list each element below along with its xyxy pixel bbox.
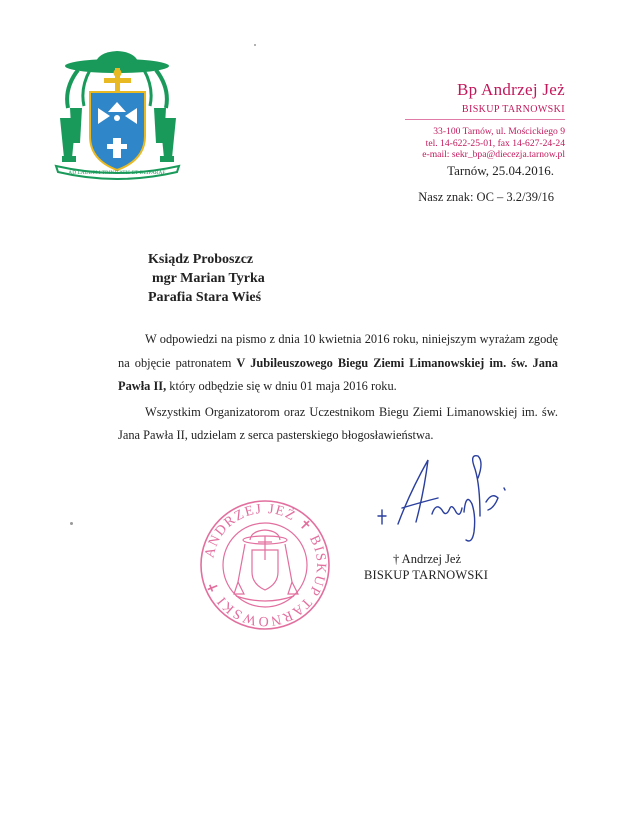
event-name: V Jubileuszowego Biegu Ziemi Limanowskiej im. św. Jana Pawła II, bbox=[118, 355, 559, 393]
paragraph-1-end: który odbędzie się w dniu 01 maja 2016 roku. bbox=[166, 379, 397, 393]
paragraph-1 bbox=[118, 328, 558, 399]
signatory-name: † Andrzej Jeż bbox=[393, 552, 462, 566]
handwritten-signature-icon bbox=[372, 452, 512, 547]
letter-date: Tarnów, 25.04.2016. bbox=[447, 163, 554, 178]
addressee-block bbox=[148, 250, 265, 307]
stamp-ring-text: ANDRZEJ JEŻ ✝ BISKUP TARNOWSKI ✝ bbox=[202, 501, 329, 629]
email-line: e-mail: sekr_bpa@diecezja.tarnow.pl bbox=[422, 149, 565, 161]
svg-text:ANDRZEJ JEŻ ✝ BISKUP TARNOWSKI bbox=[202, 502, 328, 628]
reference-number: Nasz znak: OC – 3.2/39/16 bbox=[418, 190, 554, 204]
letter-body bbox=[118, 328, 558, 450]
motto-text: AD LAUDEM TRINITATIS ET DEIPARAE bbox=[68, 170, 166, 176]
letterhead bbox=[285, 80, 565, 115]
episcopal-stamp-icon bbox=[198, 498, 332, 632]
scan-speck bbox=[70, 522, 73, 525]
contact-block bbox=[265, 126, 565, 161]
scan-speck bbox=[254, 44, 256, 46]
addressee-line-2: mgr Marian Tyrka bbox=[152, 271, 265, 286]
paragraph-2 bbox=[118, 401, 558, 448]
header-divider bbox=[405, 119, 565, 120]
bishop-title: BISKUP TARNOWSKI bbox=[461, 104, 565, 115]
coat-of-arms-icon bbox=[50, 48, 185, 180]
paragraph-1-start: W odpowiedzi na pismo z dnia 10 kwietnia 2016 roku, niniejszym wyrażam zgodę na objęcie patronatem bbox=[118, 332, 558, 370]
phone-line: tel. 14-622-25-01, fax 14-627-24-24 bbox=[425, 137, 565, 149]
addressee-line-1: Ksiądz Proboszcz bbox=[148, 252, 254, 267]
address-line: 33-100 Tarnów, ul. Mościckiego 9 bbox=[433, 126, 565, 137]
signatory-title: BISKUP TARNOWSKI bbox=[364, 568, 489, 582]
bishop-name: Bp Andrzej Jeż bbox=[456, 80, 565, 99]
paragraph-2-text: Wszystkim Organizatorom oraz Uczestnikom Biegu Ziemi Limanowskiej im. św. Jana Pawła II, udzielam z serca pasterskiego błogosławieństwa. bbox=[118, 404, 558, 442]
addressee-line-3: Parafia Stara Wieś bbox=[148, 290, 262, 305]
